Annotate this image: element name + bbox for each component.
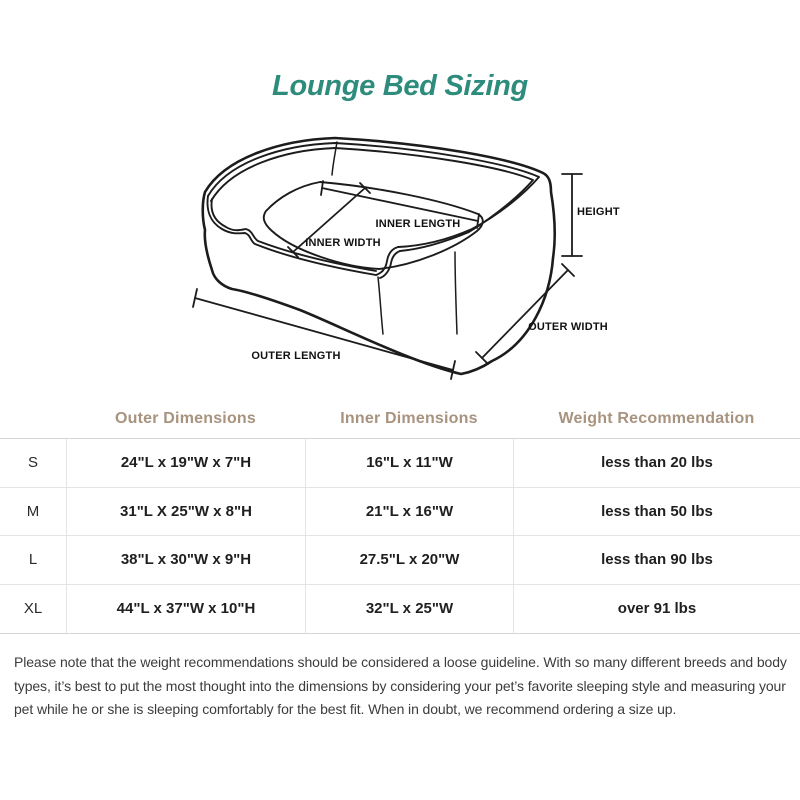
table-row-m (0, 488, 800, 537)
inner-width-label: INNER WIDTH (305, 237, 381, 249)
height-label: HEIGHT (577, 206, 620, 218)
table-row-xl (0, 585, 800, 634)
inner-dimensions-cell: 16"L x 11"W (305, 439, 513, 487)
page-title: Lounge Bed Sizing (272, 70, 528, 102)
size-cell: S (27, 454, 38, 472)
table-header-row (0, 404, 800, 434)
inner-dimensions-cell: 32"L x 25"W (305, 585, 513, 634)
column-header-weight-recommendation: Weight Recommendation (558, 410, 755, 427)
outer-dimensions-cell: 24"L x 19"W x 7"H (66, 439, 305, 487)
outer-dimensions-cell: 38"L x 30"W x 9"H (66, 536, 305, 584)
table-row-s (0, 439, 800, 488)
size-cell: XL (23, 600, 43, 618)
outer-dimensions-cell: 44"L x 37"W x 10"H (66, 585, 305, 634)
sizing-table (0, 438, 800, 634)
size-cell: L (28, 551, 38, 569)
outer-dimensions-cell: 31"L X 25"W x 8"H (66, 488, 305, 536)
footnote: Please note that the weight recommendations should be considered a loose guideline. With so many different breeds and body types, it’s best to put the most thought into the dimensions by considering your pet’s favorite sleeping style and measuring your pet while he or she is sleeping comfortably for the best fit. When in doubt, we recommend ordering a size up. (14, 654, 787, 717)
inner-dimensions-cell: 21"L x 16"W (305, 488, 513, 536)
inner-dimensions-cell: 27.5"L x 20"W (305, 536, 513, 584)
column-header-outer-dimensions: Outer Dimensions (114, 410, 256, 427)
size-cell: M (26, 502, 40, 520)
weight-cell: less than 90 lbs (513, 536, 800, 584)
bed-line-drawing (180, 130, 620, 380)
inner-length-label: INNER LENGTH (375, 218, 461, 230)
table-row-l (0, 536, 800, 585)
outer-length-label: OUTER LENGTH (251, 350, 341, 362)
weight-cell: over 91 lbs (513, 585, 800, 634)
weight-cell: less than 20 lbs (513, 439, 800, 487)
column-header-inner-dimensions: Inner Dimensions (340, 410, 478, 427)
outer-width-label: OUTER WIDTH (528, 321, 608, 333)
weight-cell: less than 50 lbs (513, 488, 800, 536)
bed-diagram (180, 130, 620, 380)
